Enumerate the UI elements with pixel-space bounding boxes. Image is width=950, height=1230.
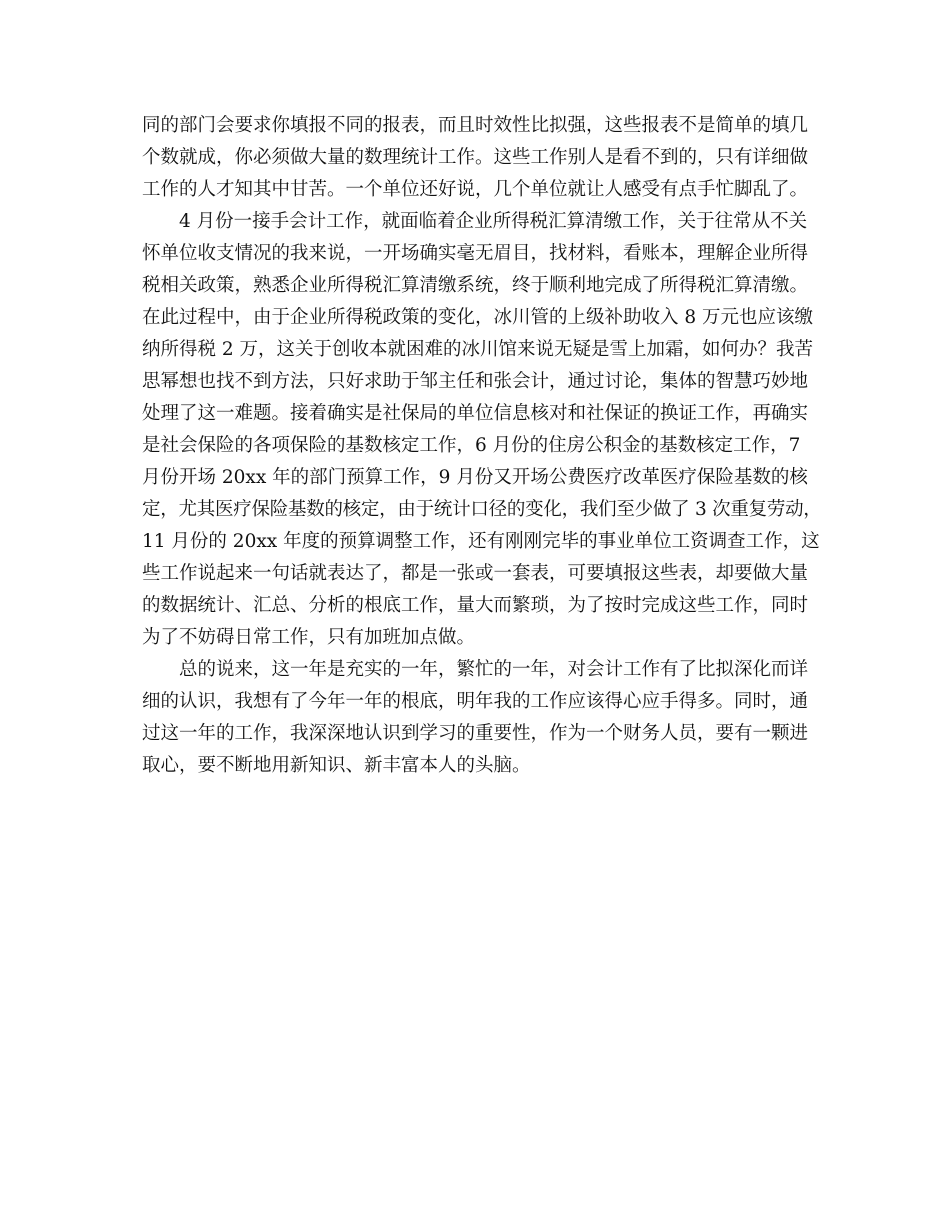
document-body (142, 110, 822, 782)
text-line: 总的说来，这一年是充实的一年，繁忙的一年，对会计工作有了比拟深化而详 (179, 659, 809, 680)
text-line: 的数据统计、汇总、分析的根底工作，量大而繁琐，为了按时完成这些工作，同时 (142, 595, 809, 616)
paragraph (142, 110, 822, 206)
text-line: 细的认识，我想有了今年一年的根底，明年我的工作应该得心应手得多。同时，通 (142, 691, 809, 712)
paragraph (142, 654, 822, 782)
text-line: 取心，要不断地用新知识、新丰富本人的头脑。 (142, 755, 531, 776)
text-line: 些工作说起来一句话就表达了，都是一张或一套表，可要填报这些表，却要做大量 (142, 563, 809, 584)
text-line: 思幂想也找不到方法，只好求助于邹主任和张会计，通过讨论，集体的智慧巧妙地 (142, 371, 809, 392)
text-line: 同的部门会要求你填报不同的报表，而且时效性比拟强，这些报表不是简单的填几 (142, 115, 809, 136)
text-line: 为了不妨碍日常工作，只有加班加点做。 (142, 627, 476, 648)
text-line: 怀单位收支情况的我来说，一开场确实毫无眉目，找材料，看账本，理解企业所得 (142, 243, 809, 264)
text-line: 处理了这一难题。接着确实是社保局的单位信息核对和社保证的换证工作，再确实 (142, 403, 809, 424)
text-line: 纳所得税 2 万，这关于创收本就困难的冰川馆来说无疑是雪上加霜，如何办？我苦 (142, 339, 814, 360)
text-line: 过这一年的工作，我深深地认识到学习的重要性，作为一个财务人员，要有一颗进 (142, 723, 809, 744)
text-line: 个数就成，你必须做大量的数理统计工作。这些工作别人是看不到的，只有详细做 (142, 147, 809, 168)
text-line: 是社会保险的各项保险的基数核定工作，6 月份的住房公积金的基数核定工作，7 (142, 435, 801, 456)
text-line: 月份开场 20xx 年的部门预算工作，9 月份又开场公费医疗改革医疗保险基数的核 (142, 467, 808, 488)
text-line: 定，尤其医疗保险基数的核定，由于统计口径的变化，我们至少做了 3 次重复劳动， (142, 499, 822, 520)
text-line: 11 月份的 20xx 年度的预算调整工作，还有刚刚完毕的事业单位工资调查工作，这 (142, 531, 820, 552)
text-line: 税相关政策，熟悉企业所得税汇算清缴系统，终于顺利地完成了所得税汇算清缴。 (142, 275, 809, 296)
text-line: 工作的人才知其中甘苦。一个单位还好说，几个单位就让人感受有点手忙脚乱了。 (142, 179, 809, 200)
paragraph (142, 206, 822, 654)
text-line: 在此过程中，由于企业所得税政策的变化，冰川管的上级补助收入 8 万元也应该缴 (142, 307, 814, 328)
text-line: 4 月份一接手会计工作，就面临着企业所得税汇算清缴工作，关于往常从不关 (179, 211, 808, 232)
